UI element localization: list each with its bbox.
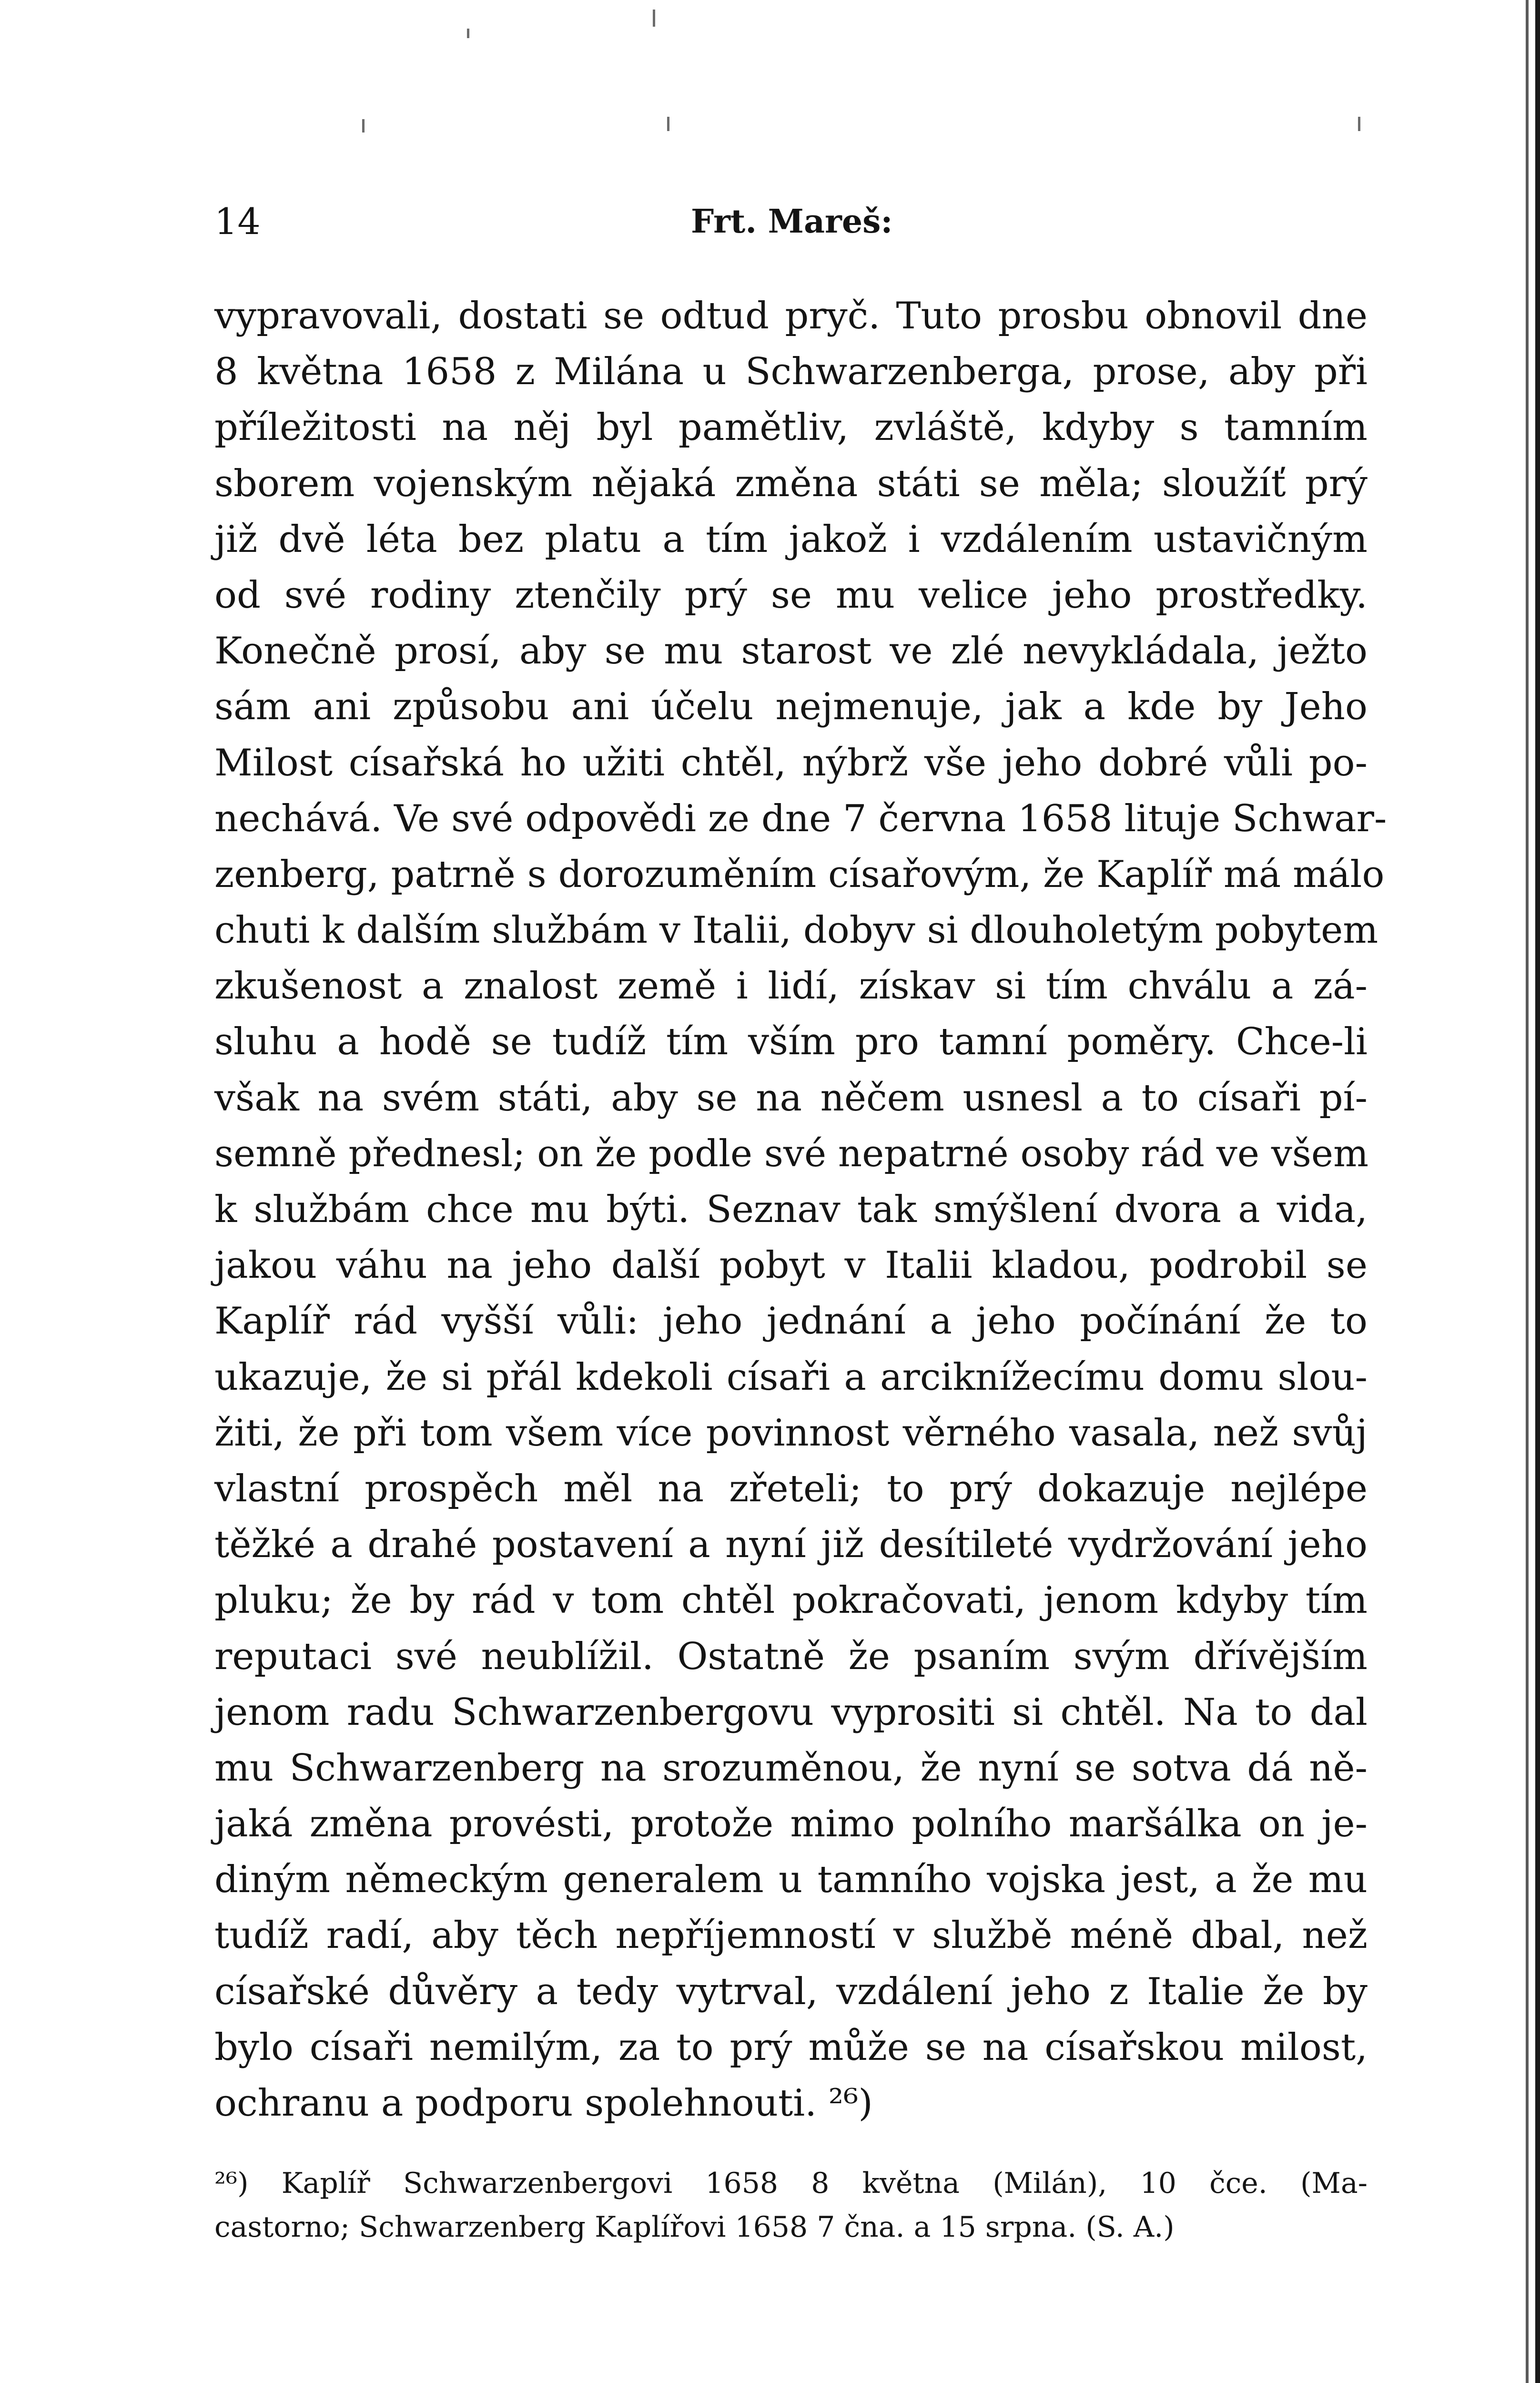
text-line: mu Schwarzenberg na srozuměnou, že nyní se sotva dá ně- bbox=[214, 1746, 1368, 1790]
page-header bbox=[214, 195, 1368, 248]
text-line: zenberg, patrně s dorozuměním císařovým, že Kaplíř má málo bbox=[214, 853, 1385, 896]
footnote-line: castorno; Schwarzenberg Kaplířovi 1658 7 čna. a 15 srpna. (S. A.) bbox=[214, 2210, 1175, 2244]
text-line: k službám chce mu býti. Seznav tak smýšlení dvora a vida, bbox=[214, 1188, 1368, 1231]
text-line: však na svém státi, aby se na něčem usnesl a to císaři pí- bbox=[214, 1076, 1368, 1120]
text-line: 8 května 1658 z Milána u Schwarzenberga, prose, aby při bbox=[214, 350, 1368, 394]
text-line: ukazuje, že si přál kdekoli císaři a arciknížecímu domu slou- bbox=[214, 1355, 1368, 1399]
text-line: diným německým generalem u tamního vojska jest, a že mu bbox=[214, 1858, 1368, 1902]
text-line: sám ani způsobu ani účelu nejmenuje, jak a kde by Jeho bbox=[214, 685, 1368, 729]
footnote-line: ²⁶) Kaplíř Schwarzenbergovi 1658 8 května (Milán), 10 čce. (Ma- bbox=[214, 2167, 1368, 2200]
text-line: chuti k dalším službám v Italii, dobyv si dlouholetým pobytem bbox=[214, 909, 1378, 952]
text-line: reputaci své neublížil. Ostatně že psaním svým dřívějším bbox=[214, 1635, 1368, 1678]
body-text bbox=[214, 288, 1387, 2131]
text-line: nechává. Ve své odpovědi ze dne 7 června 1658 lituje Schwar- bbox=[214, 797, 1387, 840]
text-line: žiti, že při tom všem více povinnost věrného vasala, než svůj bbox=[214, 1411, 1368, 1455]
text-line: Kaplíř rád vyšší vůli: jeho jednání a jeho počínání že to bbox=[214, 1300, 1368, 1343]
text-line: ochranu a podporu spolehnouti. ²⁶) bbox=[214, 2082, 873, 2125]
text-line: vypravovali, dostati se odtud pryč. Tuto prosbu obnovil dne bbox=[214, 295, 1368, 337]
text-line: jenom radu Schwarzenbergovu vyprositi si chtěl. Na to dal bbox=[214, 1691, 1368, 1734]
text-line: příležitosti na něj byl pamětliv, zvláště, kdyby s tamním bbox=[214, 406, 1368, 449]
scan-mark bbox=[1358, 117, 1360, 131]
text-line: jaká změna provésti, protože mimo polního maršálka on je- bbox=[214, 1803, 1368, 1846]
scan-mark bbox=[467, 29, 469, 38]
running-head: Frt. Mareš: bbox=[691, 203, 893, 241]
text-line: semně přednesl; on že podle své nepatrné osoby rád ve všem bbox=[214, 1132, 1369, 1175]
text-line: tudíž radí, aby těch nepříjemností v službě méně dbal, než bbox=[214, 1914, 1368, 1957]
text-line: císařské důvěry a tedy vytrval, vzdálení jeho z Italie že by bbox=[214, 1970, 1368, 2013]
text-line: od své rodiny ztenčily prý se mu velice jeho prostředky. bbox=[214, 573, 1368, 617]
scan-mark bbox=[667, 117, 669, 131]
text-line: pluku; že by rád v tom chtěl pokračovati, jenom kdyby tím bbox=[214, 1579, 1368, 1622]
text-line: Milost císařská ho užiti chtěl, nýbrž vše jeho dobré vůli po- bbox=[214, 741, 1368, 784]
text-line: Konečně prosí, aby se mu starost ve zlé nevykládala, ježto bbox=[214, 630, 1368, 673]
text-line: zkušenost a znalost země i lidí, získav si tím chválu a zá- bbox=[214, 965, 1368, 1008]
scan-mark bbox=[653, 10, 655, 27]
text-line: těžké a drahé postavení a nyní již desítileté vydržování jeho bbox=[214, 1523, 1368, 1567]
text-line: bylo císaři nemilým, za to prý může se na císařskou milost, bbox=[214, 2026, 1368, 2069]
scan-border-right bbox=[1535, 0, 1540, 2383]
scan-border-right-inner bbox=[1526, 0, 1529, 2383]
page-number: 14 bbox=[214, 200, 261, 243]
scan-mark bbox=[362, 119, 365, 132]
text-line: jakou váhu na jeho další pobyt v Italii kladou, podrobil se bbox=[214, 1244, 1368, 1287]
footnote bbox=[214, 2161, 1368, 2249]
text-line: vlastní prospěch měl na zřeteli; to prý dokazuje nejlépe bbox=[214, 1467, 1368, 1510]
text-line: sluhu a hodě se tudíž tím vším pro tamní poměry. Chce-li bbox=[214, 1020, 1368, 1064]
text-line: sborem vojenským nějaká změna státi se měla; sloužíť prý bbox=[214, 462, 1368, 505]
text-line: již dvě léta bez platu a tím jakož i vzdálením ustavičným bbox=[214, 518, 1368, 561]
